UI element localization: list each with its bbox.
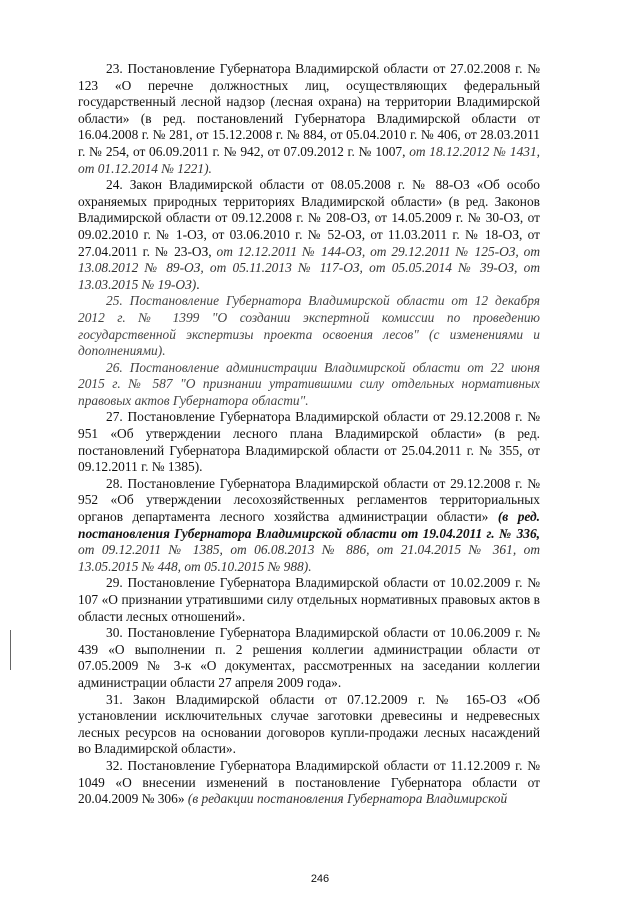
paragraph-27-text: 27. Постановление Губернатора Владимирской области от 29.12.2008 г. № 951 «Об утверждении лесного плана Владимирской области» (в ред. постановлений Губернатора Владимирской области от 25.04.2011 г. № 355, от 09.12.2011 г. № 1385).: [78, 409, 540, 475]
paragraph-26: [78, 360, 540, 410]
paragraph-32-amendments: (в редакции постановления Губернатора Владимирской: [187, 791, 508, 807]
paragraph-23-text: 23. Постановление Губернатора Владимирской области от 27.02.2008 г. № 123 «О перечне должностных лиц, осуществляющих федеральный государственный лесной надзор (лесная охрана) на территории Владимирской области» (в ред. постановлений Губернатора Владимирской области от 16.04.2008 г. № 281, от 15.12.2008 г. № 884, от 05.04.2010 г. № 406, от 28.03.2011 г. № 254, от 06.09.2011 г. № 942, от 07.09.2012 г. № 1007,: [78, 61, 540, 159]
paragraph-28-amendments: от 09.12.2011 № 1385, от 06.08.2013 № 886, от 21.04.2015 № 361, от 13.05.2015 № 448, от 05.10.2015 № 988).: [78, 542, 540, 574]
paragraph-24: [78, 177, 540, 293]
margin-scan-mark: [10, 630, 11, 670]
paragraph-32: [78, 758, 540, 808]
paragraph-23-amendments: от 18.12.2012 № 1431, от 01.12.2014 № 1221).: [78, 143, 541, 176]
paragraph-29-text: 29. Постановление Губернатора Владимирской области от 10.02.2009 г. № 107 «О признании утратившими силу отдельных нормативных правовых актов в области лесных отношений».: [78, 575, 540, 624]
page-number: 246: [310, 873, 330, 885]
paragraph-25-text: 25. Постановление Губернатора Владимирской области от 12 декабря 2012 г. № 1399 "О создании экспертной комиссии по проведению государственной экспертизы проекта освоения лесов" (с изменениями и дополнениями).: [78, 293, 540, 359]
paragraph-24-text: 24. Закон Владимирской области от 08.05.2008 г. № 88-ОЗ «Об особо охраняемых природных территориях Владимирской области» (в ред. Законов Владимирской области от 09.12.2008 г. № 208-ОЗ, от 14.05.2009 г. № 30-ОЗ, от 09.02.2010 г. № 1-ОЗ, от 03.06.2010 г. № 52-ОЗ, от 11.03.2011 г. № 18-ОЗ, от 27.04.2011 г. № 23-ОЗ,: [78, 177, 540, 259]
paragraph-30-text: 30. Постановление Губернатора Владимирской области от 10.06.2009 г. № 439 «О выполнении п. 2 решения коллегии администрации области от 07.05.2009 № 3-к «О документах, рассмотренных на заседании коллегии администрации области 27 апреля 2009 года».: [78, 625, 540, 690]
paragraph-28-text: 28. Постановление Губернатора Владимирской области от 29.12.2008 г. № 952 «Об утверждении лесохозяйственных регламентов территориальных органов департамента лесного хозяйства администрации области»: [78, 475, 540, 525]
paragraph-27: [78, 409, 540, 475]
paragraph-26-text: 26. Постановление администрации Владимирской области от 22 июня 2015 г. № 587 "О признании утратившими силу отдельных нормативных правовых актов Губернатора области".: [78, 359, 540, 408]
paragraph-29: [78, 575, 540, 625]
paragraph-28-bold-amendment: (в ред. постановления Губернатора Владимирской области от 19.04.2011 г. № 336,: [78, 509, 540, 541]
paragraph-23: [78, 61, 540, 177]
paragraph-24-amendments: от 12.12.2011 № 144-ОЗ, от 29.12.2011 № 125-ОЗ, от 13.08.2012 № 89-ОЗ, от 05.11.2013 № 117-ОЗ, от 05.05.2014 № 39-ОЗ, от 13.03.2015 № 19-ОЗ): [78, 243, 540, 292]
paragraph-31-text: 31. Закон Владимирской области от 07.12.2009 г. № 165-ОЗ «Об установлении исключительных случае заготовки древесины и недревесных лесных ресурсов на основании договоров купли-продажи лесных насаждений во Владимирской области».: [78, 691, 540, 757]
paragraph-30: [78, 625, 540, 691]
paragraph-32-text: 32. Постановление Губернатора Владимирской области от 11.12.2009 г. № 1049 «О внесении изменений в постановление Губернатора области от 20.04.2009 № 306»: [78, 757, 540, 807]
document-page: [78, 61, 540, 808]
paragraph-31: [78, 692, 540, 758]
paragraph-25: [78, 293, 540, 359]
paragraph-28: [78, 476, 540, 576]
paragraph-24-tail: .: [196, 276, 200, 292]
